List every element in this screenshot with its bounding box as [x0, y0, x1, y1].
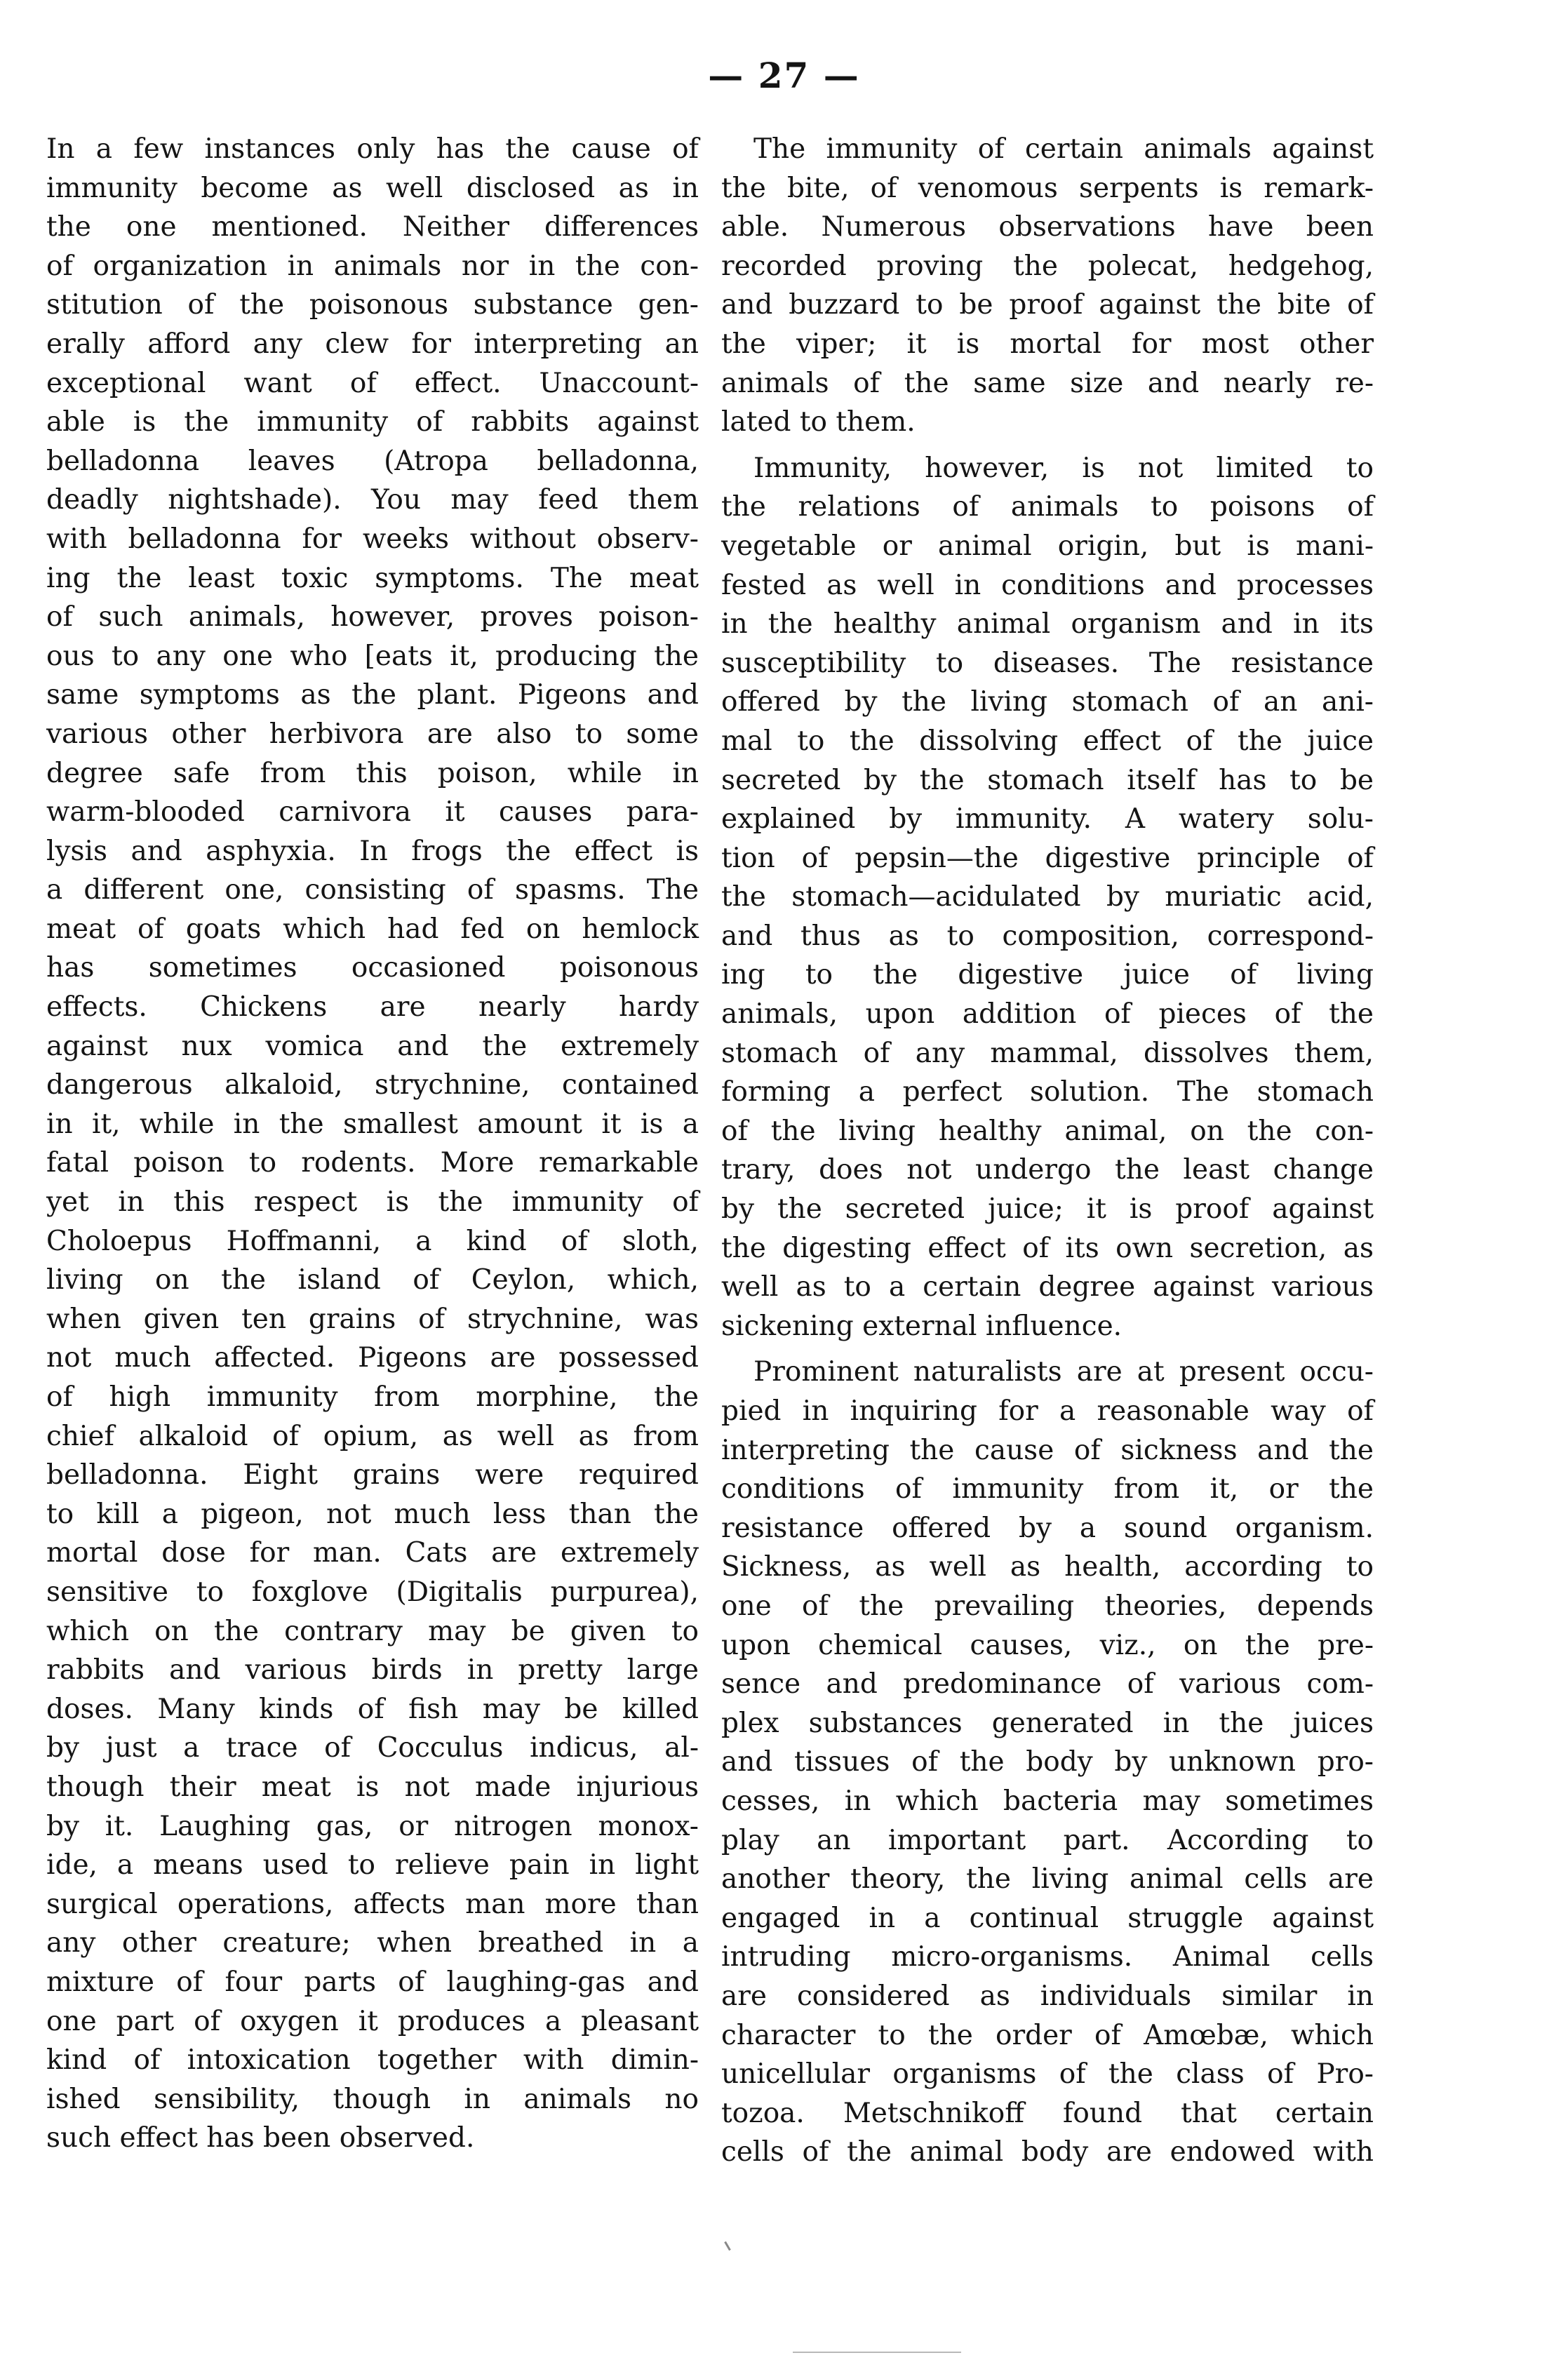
text-line: unicellular organisms of the class of Pro- — [721, 2058, 1374, 2091]
text-line: such effect has been observed. — [46, 2122, 475, 2154]
text-line: ide, a means used to relieve pain in light — [46, 1849, 699, 1882]
text-line: able. Numerous observations have been — [721, 211, 1374, 243]
text-line: of organization in animals nor in the con- — [46, 250, 699, 282]
text-line: Choloepus Hoffmanni, a kind of sloth, — [46, 1225, 699, 1257]
text-line: the relations of animals to poisons of — [721, 491, 1374, 523]
text-line: surgical operations, affects man more than — [46, 1888, 699, 1920]
text-line: pied in inquiring for a reasonable way of — [721, 1395, 1374, 1427]
text-line: exceptional want of effect. Unaccount- — [46, 367, 699, 399]
text-line: secreted by the stomach itself has to be — [721, 764, 1374, 796]
paragraph-gap — [721, 442, 1374, 449]
page-number: — 27 — — [708, 55, 860, 96]
text-line: sickening external influence. — [721, 1310, 1123, 1342]
text-line: ing to the digestive juice of living — [721, 959, 1374, 991]
footer-rule — [793, 2352, 961, 2353]
left-column — [46, 130, 699, 2158]
text-line: of such animals, however, proves poison- — [46, 601, 699, 633]
text-line: meat of goats which had fed on hemlock — [46, 913, 699, 945]
text-line: upon chemical causes, viz., on the pre- — [721, 1629, 1374, 1661]
text-line: forming a perfect solution. The stomach — [721, 1076, 1374, 1108]
text-line: chief alkaloid of opium, as well as from — [46, 1420, 699, 1452]
text-line: has sometimes occasioned poisonous — [46, 952, 699, 984]
text-line: warm-blooded carnivora it causes para- — [46, 796, 699, 829]
text-line: against nux vomica and the extremely — [46, 1030, 699, 1062]
text-line: recorded proving the polecat, hedgehog, — [721, 250, 1374, 282]
text-line: plex substances generated in the juices — [721, 1707, 1374, 1739]
text-line: the digesting effect of its own secretion, as — [721, 1232, 1374, 1264]
text-line: engaged in a continual struggle against — [721, 1902, 1374, 1934]
text-line: offered by the living stomach of an ani- — [721, 686, 1374, 718]
text-line: by just a trace of Cocculus indicus, al- — [46, 1732, 699, 1764]
text-line: animals of the same size and nearly re- — [721, 367, 1374, 399]
text-line: which on the contrary may be given to — [46, 1615, 699, 1647]
text-line: sensitive to foxglove (Digitalis purpurea), — [46, 1576, 699, 1608]
right-column — [721, 130, 1374, 2172]
text-line: lated to them. — [721, 406, 916, 438]
text-line: dangerous alkaloid, strychnine, contained — [46, 1069, 699, 1101]
text-line: rabbits and various birds in pretty large — [46, 1654, 699, 1687]
text-line: In a few instances only has the cause of — [46, 133, 699, 165]
text-line: yet in this respect is the immunity of — [46, 1186, 699, 1219]
text-line: one of the prevailing theories, depends — [721, 1590, 1374, 1622]
text-line: lysis and asphyxia. In frogs the effect is — [46, 835, 699, 867]
text-line: a different one, consisting of spasms. The — [46, 874, 699, 906]
text-line: ished sensibility, though in animals no — [46, 2083, 699, 2115]
text-line: and tissues of the body by unknown pro- — [721, 1746, 1374, 1778]
text-line: able is the immunity of rabbits against — [46, 406, 699, 438]
text-line: interpreting the cause of sickness and the — [721, 1434, 1374, 1466]
text-line: explained by immunity. A watery solu- — [721, 803, 1374, 836]
text-line: mortal dose for man. Cats are extremely — [46, 1537, 699, 1569]
text-line: cells of the animal body are endowed with — [721, 2136, 1374, 2168]
text-line: character to the order of Amœbæ, which — [721, 2019, 1374, 2051]
text-line: the viper; it is mortal for most other — [721, 328, 1374, 360]
text-line: resistance offered by a sound organism. — [721, 1512, 1374, 1544]
text-line: cesses, in which bacteria may sometimes — [721, 1785, 1374, 1817]
text-line: effects. Chickens are nearly hardy — [46, 991, 699, 1024]
text-line: various other herbivora are also to some — [46, 718, 699, 750]
text-line: conditions of immunity from it, or the — [721, 1473, 1374, 1506]
text-line: vegetable or animal origin, but is mani- — [721, 530, 1374, 562]
text-line: the one mentioned. Neither differences — [46, 211, 699, 243]
text-line: well as to a certain degree against various — [721, 1271, 1374, 1303]
text-line: of high immunity from morphine, the — [46, 1381, 699, 1413]
text-line: ing the least toxic symptoms. The meat — [46, 562, 699, 594]
text-line: by the secreted juice; it is proof against — [721, 1193, 1374, 1226]
text-line: tozoa. Metschnikoff found that certain — [721, 2097, 1374, 2129]
text-line: sence and predominance of various com- — [721, 1668, 1374, 1701]
text-line: stomach of any mammal, dissolves them, — [721, 1037, 1374, 1069]
text-line: erally afford any clew for interpreting an — [46, 328, 699, 360]
text-line: Prominent naturalists are at present occu- — [753, 1356, 1374, 1388]
text-line: Sickness, as well as health, according to — [721, 1551, 1374, 1583]
text-line: stitution of the poisonous substance gen- — [46, 289, 699, 321]
text-line: mixture of four parts of laughing-gas and — [46, 1966, 699, 1998]
text-line: and buzzard to be proof against the bite of — [721, 289, 1374, 321]
text-line: Immunity, however, is not limited to — [753, 452, 1374, 484]
text-line: ous to any one who [eats it, producing the — [46, 640, 699, 672]
text-line: the bite, of venomous serpents is remark- — [721, 172, 1374, 204]
text-line: tion of pepsin—the digestive principle of — [721, 842, 1374, 874]
text-line: of the living healthy animal, on the con- — [721, 1115, 1374, 1147]
text-line: living on the island of Ceylon, which, — [46, 1264, 699, 1296]
text-line: are considered as individuals similar in — [721, 1980, 1374, 2012]
paragraph-gap — [721, 1346, 1374, 1353]
text-line: intruding micro-organisms. Animal cells — [721, 1941, 1374, 1973]
text-line: same symptoms as the plant. Pigeons and — [46, 679, 699, 711]
text-line: belladonna leaves (Atropa belladonna, — [46, 445, 699, 477]
text-line: fatal poison to rodents. More remarkable — [46, 1147, 699, 1179]
text-line: another theory, the living animal cells are — [721, 1863, 1374, 1896]
text-line: to kill a pigeon, not much less than the — [46, 1498, 699, 1530]
text-line: belladonna. Eight grains were required — [46, 1459, 699, 1491]
text-line: susceptibility to diseases. The resistance — [721, 647, 1374, 679]
text-line: trary, does not undergo the least change — [721, 1154, 1374, 1186]
text-line: when given ten grains of strychnine, was — [46, 1303, 699, 1335]
print-speck — [724, 2241, 731, 2251]
text-line: mal to the dissolving effect of the juice — [721, 725, 1374, 757]
text-line: though their meat is not made injurious — [46, 1771, 699, 1803]
text-line: play an important part. According to — [721, 1824, 1374, 1856]
text-line: kind of intoxication together with dimin- — [46, 2044, 699, 2077]
text-line: degree safe from this poison, while in — [46, 757, 699, 789]
text-line: in the healthy animal organism and in its — [721, 608, 1374, 641]
text-line: by it. Laughing gas, or nitrogen monox- — [46, 1810, 699, 1842]
text-line: in it, while in the smallest amount it is a — [46, 1108, 699, 1140]
text-line: the stomach—acidulated by muriatic acid, — [721, 881, 1374, 913]
text-line: The immunity of certain animals against — [753, 133, 1374, 165]
text-line: one part of oxygen it produces a pleasant — [46, 2005, 699, 2037]
text-line: animals, upon addition of pieces of the — [721, 998, 1374, 1031]
text-line: doses. Many kinds of fish may be killed — [46, 1693, 699, 1725]
text-line: any other creature; when breathed in a — [46, 1927, 699, 1959]
text-line: fested as well in conditions and processes — [721, 569, 1374, 601]
text-line: not much affected. Pigeons are possessed — [46, 1342, 699, 1374]
text-line: and thus as to composition, correspond- — [721, 920, 1374, 952]
text-line: with belladonna for weeks without observ- — [46, 523, 699, 555]
text-line: deadly nightshade). You may feed them — [46, 484, 699, 516]
text-line: immunity become as well disclosed as in — [46, 172, 699, 204]
